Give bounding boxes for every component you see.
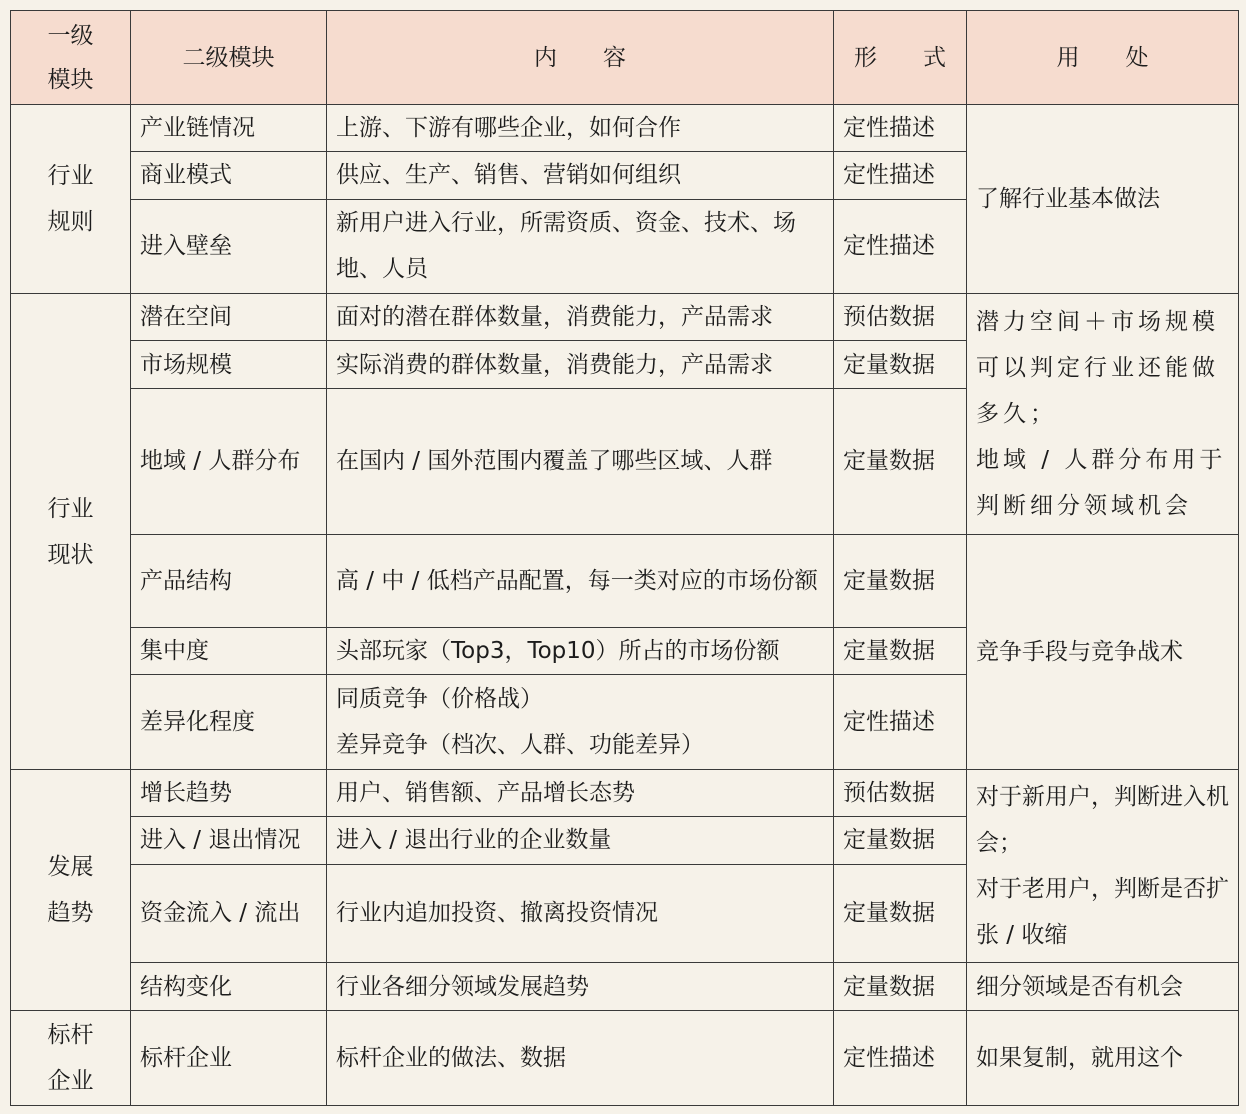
- form-cell: 预估数据: [834, 294, 967, 341]
- content-cell: 头部玩家（Top3，Top10）所占的市场份额: [327, 628, 834, 675]
- table-row: [11, 294, 1239, 341]
- table-row: [11, 1011, 1239, 1106]
- form-cell: 定量数据: [834, 963, 967, 1011]
- level2-cell: 进入 / 退出情况: [131, 817, 327, 864]
- level1-cell: 行业 现状: [11, 294, 131, 770]
- level2-cell: 潜在空间: [131, 294, 327, 341]
- header-level2: 二级模块: [131, 11, 327, 105]
- level2-cell: 商业模式: [131, 152, 327, 199]
- level1-cell: 行业 规则: [11, 105, 131, 294]
- industry-analysis-table: [10, 10, 1239, 1106]
- table-row: [11, 769, 1239, 816]
- level2-cell: 标杆企业: [131, 1011, 327, 1106]
- header-content: 内 容: [327, 11, 834, 105]
- content-cell: 供应、生产、销售、营销如何组织: [327, 152, 834, 199]
- table-row: [11, 534, 1239, 628]
- content-cell: 同质竞争（价格战） 差异竞争（档次、人群、功能差异）: [327, 675, 834, 770]
- level2-cell: 产品结构: [131, 534, 327, 628]
- level2-cell: 市场规模: [131, 341, 327, 388]
- form-cell: 定性描述: [834, 105, 967, 152]
- table-row: [11, 963, 1239, 1011]
- header-form: 形 式: [834, 11, 967, 105]
- content-cell: 用户、销售额、产品增长态势: [327, 769, 834, 816]
- form-cell: 定性描述: [834, 152, 967, 199]
- form-cell: 定量数据: [834, 341, 967, 388]
- form-cell: 定量数据: [834, 628, 967, 675]
- content-cell: 面对的潜在群体数量，消费能力，产品需求: [327, 294, 834, 341]
- form-cell: 定性描述: [834, 675, 967, 770]
- use-cell: 如果复制，就用这个: [967, 1011, 1239, 1106]
- use-cell: 了解行业基本做法: [967, 105, 1239, 294]
- level2-cell: 差异化程度: [131, 675, 327, 770]
- use-cell: 对于新用户，判断进入机会； 对于老用户，判断是否扩张 / 收缩: [967, 769, 1239, 962]
- form-cell: 定量数据: [834, 817, 967, 864]
- form-cell: 定量数据: [834, 864, 967, 963]
- level2-cell: 进入壁垒: [131, 199, 327, 294]
- header-row: [11, 11, 1239, 105]
- level1-cell: 标杆 企业: [11, 1011, 131, 1106]
- content-cell: 上游、下游有哪些企业，如何合作: [327, 105, 834, 152]
- content-cell: 在国内 / 国外范围内覆盖了哪些区域、人群: [327, 388, 834, 534]
- table-row: [11, 105, 1239, 152]
- level2-cell: 产业链情况: [131, 105, 327, 152]
- form-cell: 定量数据: [834, 534, 967, 628]
- level1-cell: 发展 趋势: [11, 769, 131, 1010]
- content-cell: 实际消费的群体数量，消费能力，产品需求: [327, 341, 834, 388]
- form-cell: 定量数据: [834, 388, 967, 534]
- content-cell: 新用户进入行业，所需资质、资金、技术、场地、人员: [327, 199, 834, 294]
- form-cell: 定性描述: [834, 1011, 967, 1106]
- level2-cell: 增长趋势: [131, 769, 327, 816]
- content-cell: 高 / 中 / 低档产品配置，每一类对应的市场份额: [327, 534, 834, 628]
- content-cell: 行业内追加投资、撤离投资情况: [327, 864, 834, 963]
- header-use: 用 处: [967, 11, 1239, 105]
- form-cell: 预估数据: [834, 769, 967, 816]
- level2-cell: 集中度: [131, 628, 327, 675]
- level2-cell: 资金流入 / 流出: [131, 864, 327, 963]
- form-cell: 定性描述: [834, 199, 967, 294]
- use-cell: 潜力空间＋市场规模可以判定行业还能做多久； 地域 / 人群分布用于判断细分领域机会: [967, 294, 1239, 534]
- content-cell: 进入 / 退出行业的企业数量: [327, 817, 834, 864]
- level2-cell: 地域 / 人群分布: [131, 388, 327, 534]
- content-cell: 标杆企业的做法、数据: [327, 1011, 834, 1106]
- use-cell: 竞争手段与竞争战术: [967, 534, 1239, 769]
- header-level1: 一级 模块: [11, 11, 131, 105]
- use-cell: 细分领域是否有机会: [967, 963, 1239, 1011]
- level2-cell: 结构变化: [131, 963, 327, 1011]
- content-cell: 行业各细分领域发展趋势: [327, 963, 834, 1011]
